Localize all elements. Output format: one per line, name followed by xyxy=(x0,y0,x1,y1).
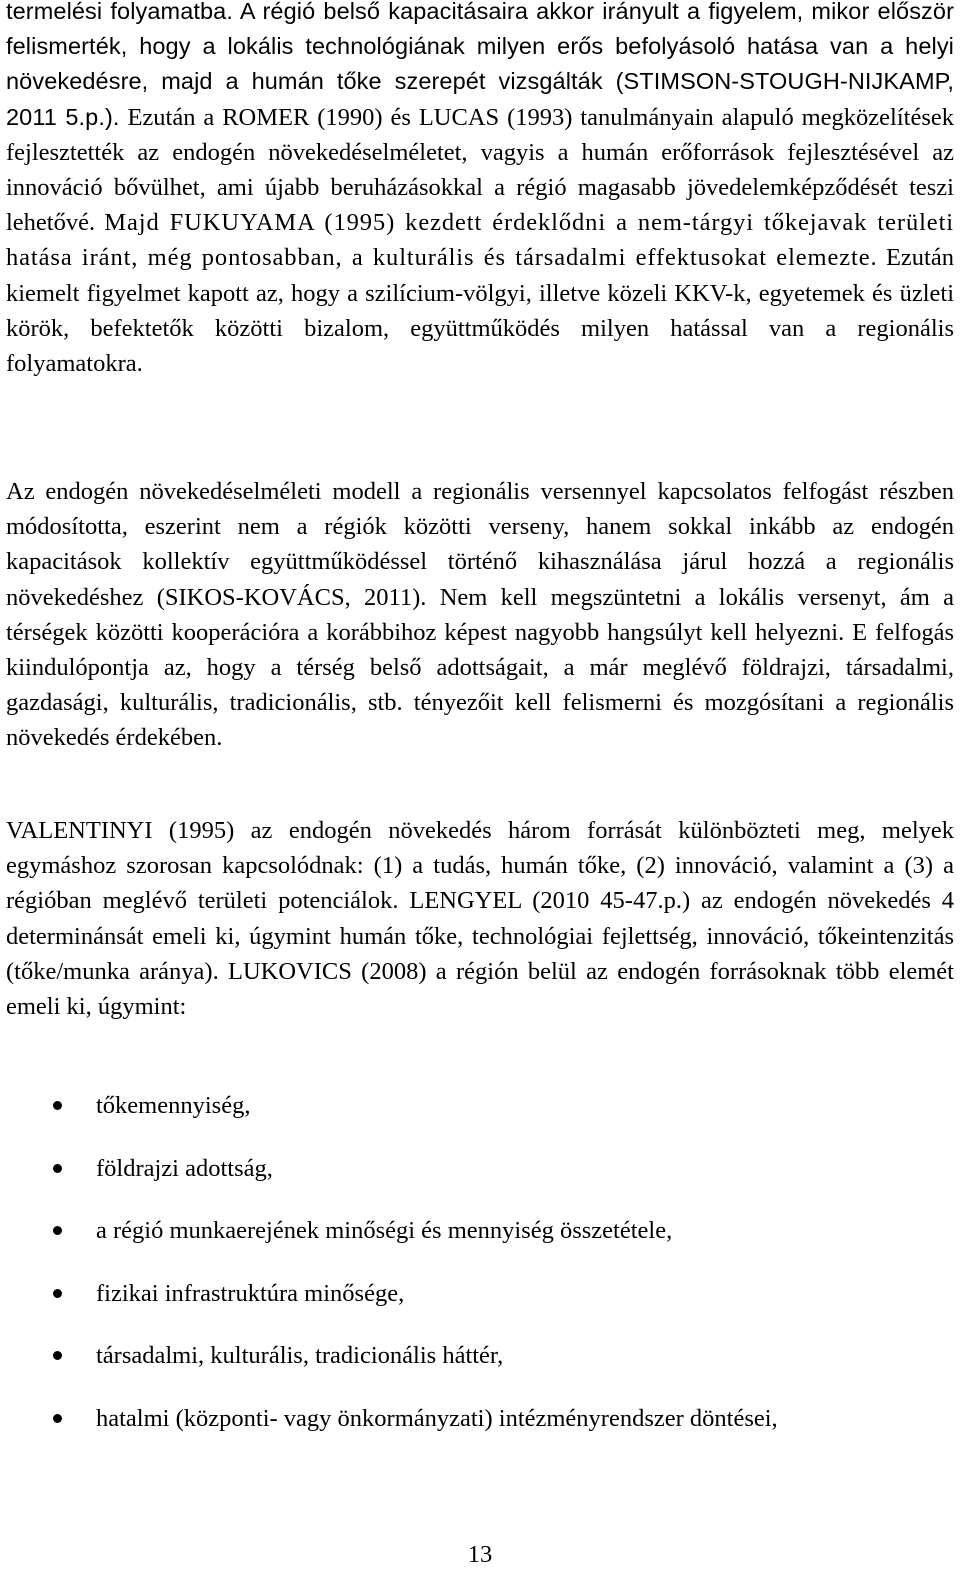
list-item xyxy=(6,1274,954,1337)
list-item-text: társadalmi, kulturális, tradicionális háttér, xyxy=(96,1342,504,1370)
list-item-text: a régió munkaerejének minőségi és mennyiség összetétele, xyxy=(96,1217,673,1245)
list-item-text: hatalmi (központi- vagy önkormányzati) intézményrendszer döntései, xyxy=(96,1404,778,1432)
endogenous-sources-list xyxy=(6,1086,954,1462)
paragraph-3: VALENTINYI (1995) az endogén növekedés három forrását különbözteti meg, melyek egymáshoz szorosan kapcsolódnak: (1) a tudás, humán tőke, (2) innováció, valamint a (3) a régióban meglévő területi potenciálok. LENGYEL (2010 45-47.p.) az endogén növekedés 4 determinánsát emeli ki, úgymint humán tőke, technológiai fejlettség, innováció, tőkeintenzitás (tőke/munka aránya). LUKOVICS (2008) a régión belül az endogén forrásoknak több elemét emeli ki, úgymint: xyxy=(6,817,954,1021)
list-item xyxy=(6,1336,954,1399)
bullet-icon xyxy=(53,1101,62,1110)
list-item xyxy=(6,1211,954,1274)
list-item-text: földrajzi adottság, xyxy=(96,1154,273,1182)
bullet-icon xyxy=(53,1351,62,1360)
paragraph-1-fukuyama: Majd FUKUYAMA (1995) kezdett érdeklődni a nem-tárgyi tőkejavak területi hatása iránt, még pontosabban, a kulturális és társadalmi effektusokat elemezte. xyxy=(6,209,954,272)
list-item-text: fizikai infrastruktúra minősége, xyxy=(96,1279,405,1307)
list-item xyxy=(6,1399,954,1462)
list-item-text: tőkemennyiség, xyxy=(96,1092,251,1119)
bullet-icon xyxy=(53,1226,62,1235)
bullet-icon xyxy=(53,1289,62,1298)
list-item xyxy=(6,1149,954,1212)
page-number: 13 xyxy=(467,1541,493,1568)
paragraph-1-romer-lucas: Ezután a ROMER (1990) és LUCAS (1993) tanulmányain alapuló megközelítések fejlesztették az endogén növekedéselméletet, vagyis a humán erőforrások fejlesztésével az innováció bővülhet, ami újabb beruházásokkal a régió magasabb jövedelemképződését teszi lehetővé. xyxy=(6,103,955,237)
list-item xyxy=(6,1086,954,1149)
paragraph-1 xyxy=(6,0,954,381)
paragraph-2: Az endogén növekedéselméleti modell a regionális versennyel kapcsolatos felfogást részben módosította, eszerint nem a régiók közötti verseny, hanem sokkal inkább az endogén kapacitások kollektív együttműködéssel történő kihasználása járul hozzá a regionális növekedéshez (SIKOS-KOVÁCS, 2011). Nem kell megszüntetni a lokális versenyt, ám a térségek közötti kooperációra a korábbihoz képest nagyobb hangsúlyt kell helyezni. E felfogás kiindulópontja az, hogy a térség belső adottságait, a már meglévő földrajzi, társadalmi, gazdasági, kulturális, tradicionális, stb. tényezőit kell felismerni és mozgósítani a regionális növekedés érdekében. xyxy=(6,478,954,752)
paragraph-1-silicon-valley: Ezután kiemelt figyelmet kapott az, hogy a szilícium-völgyi, illetve közeli KKV-k, egyetemek és üzleti körök, befektetők közötti bizalom, együttműködés milyen hatással van a regionális folyamatokra. xyxy=(6,244,954,378)
paragraph-1-lead: termelési folyamatba. A régió belső kapacitásaira akkor irányult a figyelem, mikor először felismerték, hogy a lokális technológiának milyen erős befolyásoló hatása van a helyi növekedésre, majd a humán tőke szerepét vizsgálták (STIMSON-STOUGH-NIJKAMP, 2011 5.p.). xyxy=(6,0,954,130)
bullet-icon xyxy=(53,1164,62,1173)
bullet-icon xyxy=(53,1414,62,1423)
